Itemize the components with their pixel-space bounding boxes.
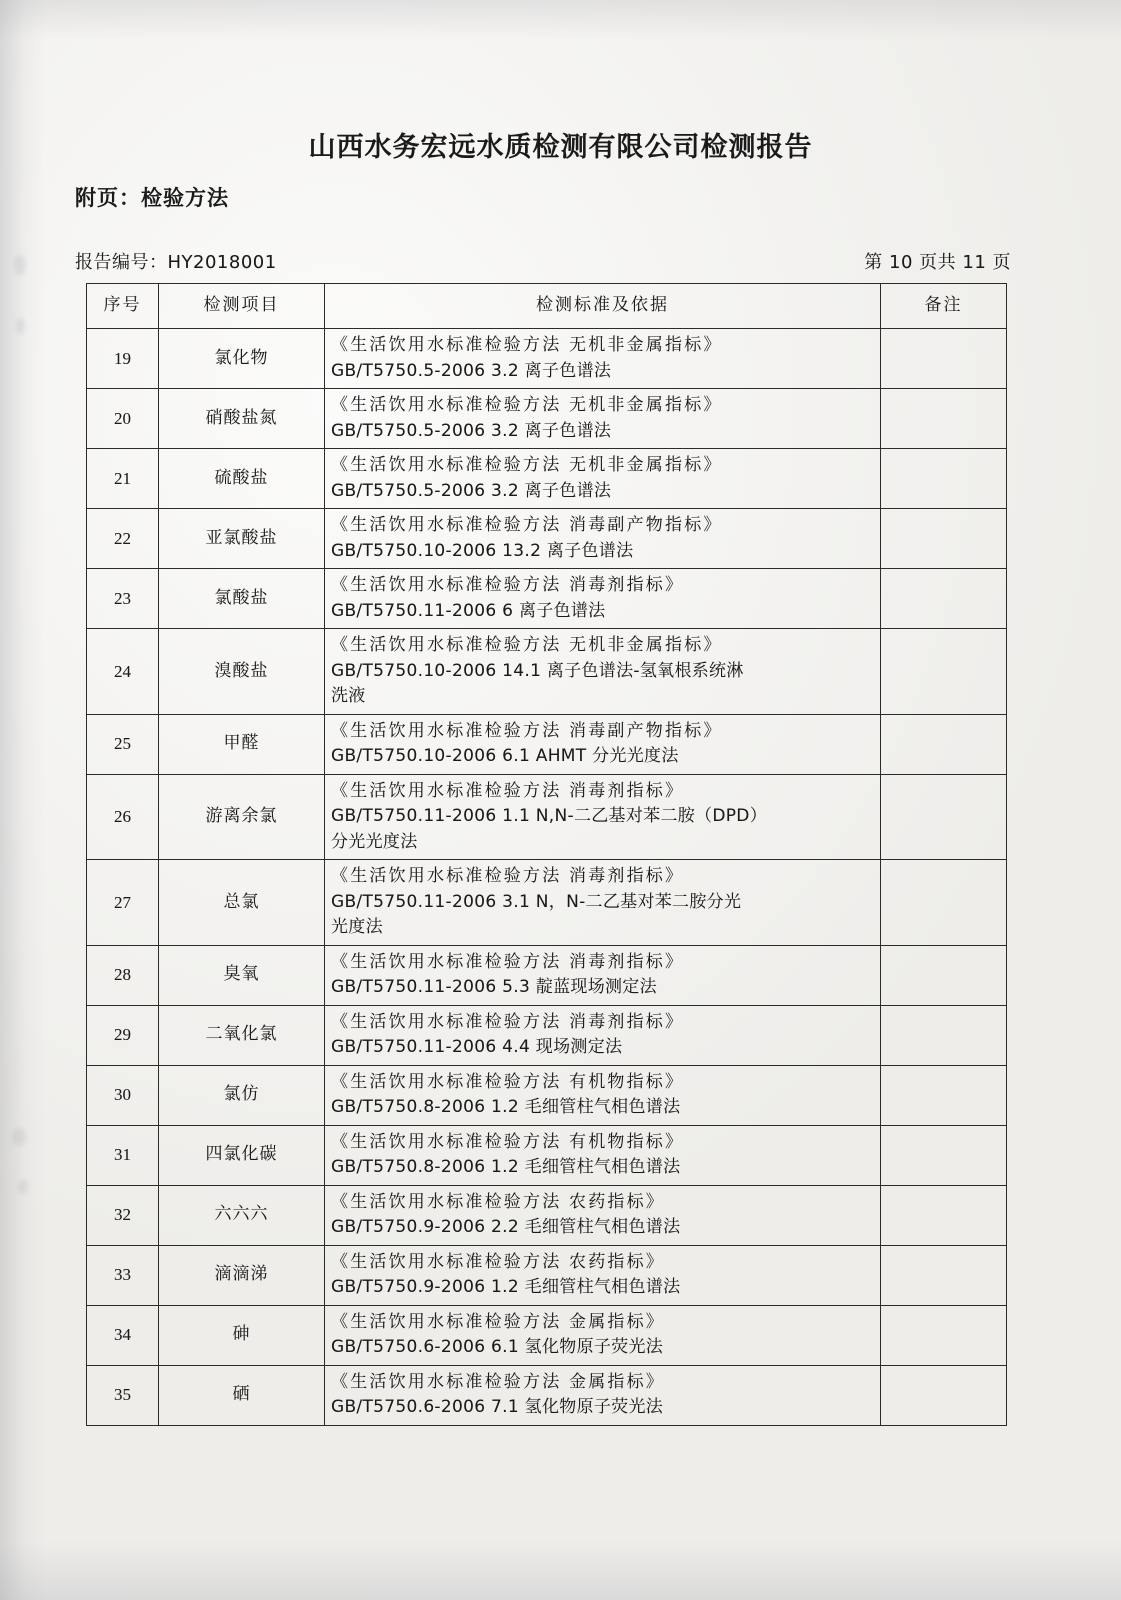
cell-no: 34 [87, 1305, 159, 1365]
cell-standard [325, 1365, 881, 1425]
cell-item: 六六六 [159, 1185, 325, 1245]
column-header-standard: 检测标准及依据 [325, 284, 881, 329]
cell-standard [325, 389, 881, 449]
table-body [87, 329, 1007, 1426]
cell-standard [325, 629, 881, 715]
cell-standard [325, 1245, 881, 1305]
standard-line: GB/T5750.8-2006 1.2 毛细管柱气相色谱法 [331, 1097, 681, 1117]
cell-remark [881, 860, 1007, 946]
cell-no: 35 [87, 1365, 159, 1425]
cell-no: 30 [87, 1065, 159, 1125]
standard-line: 《生活饮用水标准检验方法 农药指标》 [331, 1251, 666, 1272]
standard-line: 《生活饮用水标准检验方法 消毒副产物指标》 [331, 720, 723, 741]
cell-no: 31 [87, 1125, 159, 1185]
cell-item: 溴酸盐 [159, 629, 325, 715]
standard-line: 《生活饮用水标准检验方法 消毒剂指标》 [331, 866, 685, 886]
table-row [87, 1185, 1007, 1245]
table-row [87, 449, 1007, 509]
cell-remark [881, 329, 1007, 389]
cell-remark [881, 509, 1007, 569]
standard-line: GB/T5750.11-2006 5.3 靛蓝现场测定法 [331, 977, 657, 997]
standard-line: 《生活饮用水标准检验方法 有机物指标》 [331, 1131, 685, 1152]
standard-line: GB/T5750.10-2006 6.1 AHMT 分光光度法 [331, 746, 679, 766]
cell-item: 氯酸盐 [159, 569, 325, 629]
standard-line: GB/T5750.11-2006 4.4 现场测定法 [331, 1037, 623, 1057]
standard-line: GB/T5750.11-2006 3.1 N，N-二乙基对苯二胺分光 [331, 891, 742, 912]
table-row [87, 629, 1007, 715]
table-row [87, 569, 1007, 629]
table-row [87, 1365, 1007, 1425]
cell-standard [325, 1005, 881, 1065]
standard-line: GB/T5750.11-2006 1.1 N,N-二乙基对苯二胺（DPD） [331, 806, 767, 826]
table-row [87, 1305, 1007, 1365]
standard-line: GB/T5750.5-2006 3.2 离子色谱法 [331, 480, 612, 501]
cell-standard [325, 1305, 881, 1365]
cell-item: 游离余氯 [159, 774, 325, 860]
cell-item: 臭氧 [159, 945, 325, 1005]
cell-remark [881, 449, 1007, 509]
cell-item: 总氯 [159, 860, 325, 946]
cell-no: 21 [87, 449, 159, 509]
standard-line: GB/T5750.6-2006 6.1 氢化物原子荧光法 [331, 1337, 664, 1357]
table-row [87, 389, 1007, 449]
standard-line: GB/T5750.9-2006 2.2 毛细管柱气相色谱法 [331, 1217, 681, 1237]
cell-no: 33 [87, 1245, 159, 1305]
standard-line: 《生活饮用水标准检验方法 金属指标》 [331, 1311, 666, 1332]
standard-line: GB/T5750.11-2006 6 离子色谱法 [331, 600, 606, 621]
table-row [87, 860, 1007, 946]
cell-remark [881, 1125, 1007, 1185]
cell-no: 23 [87, 569, 159, 629]
standard-line: GB/T5750.5-2006 3.2 离子色谱法 [331, 420, 612, 441]
cell-remark [881, 774, 1007, 860]
cell-no: 19 [87, 329, 159, 389]
standard-line: 《生活饮用水标准检验方法 消毒剂指标》 [331, 575, 685, 595]
cell-remark [881, 569, 1007, 629]
table-row [87, 509, 1007, 569]
standard-line: 《生活饮用水标准检验方法 消毒剂指标》 [331, 780, 685, 801]
standard-line: GB/T5750.10-2006 13.2 离子色谱法 [331, 540, 634, 561]
cell-no: 25 [87, 714, 159, 774]
cell-standard [325, 1125, 881, 1185]
standard-line: 《生活饮用水标准检验方法 有机物指标》 [331, 1071, 685, 1092]
cell-no: 24 [87, 629, 159, 715]
cell-standard [325, 509, 881, 569]
cell-item: 四氯化碳 [159, 1125, 325, 1185]
cell-item: 硫酸盐 [159, 449, 325, 509]
cell-no: 22 [87, 509, 159, 569]
cell-no: 28 [87, 945, 159, 1005]
cell-item: 硝酸盐氮 [159, 389, 325, 449]
page-title: 山西水务宏远水质检测有限公司检测报告 [308, 132, 813, 163]
table-row [87, 1005, 1007, 1065]
table-header [87, 284, 1007, 329]
cell-no: 27 [87, 860, 159, 946]
cell-standard [325, 329, 881, 389]
cell-standard [325, 860, 881, 946]
cell-item: 亚氯酸盐 [159, 509, 325, 569]
table-row [87, 714, 1007, 774]
column-header-no: 序号 [87, 284, 159, 329]
cell-remark [881, 1005, 1007, 1065]
standard-line: 《生活饮用水标准检验方法 无机非金属指标》 [331, 635, 723, 655]
cell-item: 砷 [159, 1305, 325, 1365]
cell-item: 二氧化氯 [159, 1005, 325, 1065]
cell-standard [325, 774, 881, 860]
standard-line: 《生活饮用水标准检验方法 农药指标》 [331, 1191, 666, 1212]
cell-remark [881, 945, 1007, 1005]
standard-line: 分光光度法 [331, 831, 418, 852]
cell-item: 氯化物 [159, 329, 325, 389]
cell-standard [325, 449, 881, 509]
standard-line: 《生活饮用水标准检验方法 无机非金属指标》 [331, 335, 723, 355]
cell-remark [881, 714, 1007, 774]
table-row [87, 1065, 1007, 1125]
standard-line: GB/T5750.5-2006 3.2 离子色谱法 [331, 360, 612, 381]
cell-item: 硒 [159, 1365, 325, 1425]
table-header-row [87, 284, 1007, 329]
cell-remark [881, 1065, 1007, 1125]
document-subtitle: 附页：检验方法 [75, 186, 229, 210]
cell-remark [881, 1365, 1007, 1425]
standard-line: 《生活饮用水标准检验方法 消毒剂指标》 [331, 951, 685, 972]
method-table [86, 283, 1007, 1426]
cell-remark [881, 1245, 1007, 1305]
cell-item: 甲醛 [159, 714, 325, 774]
standard-line: 洗液 [331, 686, 366, 706]
cell-remark [881, 629, 1007, 715]
standard-line: GB/T5750.10-2006 14.1 离子色谱法-氢氧根系统淋 [331, 660, 744, 681]
cell-standard [325, 569, 881, 629]
standard-line: 光度法 [331, 917, 383, 937]
table-row [87, 1245, 1007, 1305]
standard-line: 《生活饮用水标准检验方法 消毒剂指标》 [331, 1011, 685, 1032]
table-row [87, 329, 1007, 389]
cell-item: 滴滴涕 [159, 1245, 325, 1305]
table-row [87, 945, 1007, 1005]
page-indicator: 第 10 页共 11 页 [864, 252, 1011, 273]
cell-remark [881, 1185, 1007, 1245]
standard-line: 《生活饮用水标准检验方法 无机非金属指标》 [331, 455, 723, 475]
cell-no: 29 [87, 1005, 159, 1065]
standard-line: GB/T5750.8-2006 1.2 毛细管柱气相色谱法 [331, 1157, 681, 1177]
cell-item: 氯仿 [159, 1065, 325, 1125]
cell-standard [325, 714, 881, 774]
document-meta [75, 248, 1011, 274]
cell-no: 26 [87, 774, 159, 860]
column-header-item: 检测项目 [159, 284, 325, 329]
cell-standard [325, 945, 881, 1005]
standard-line: 《生活饮用水标准检验方法 金属指标》 [331, 1371, 666, 1392]
standard-line: GB/T5750.6-2006 7.1 氢化物原子荧光法 [331, 1397, 664, 1417]
standard-line: 《生活饮用水标准检验方法 无机非金属指标》 [331, 395, 723, 415]
report-number: 报告编号：HY2018001 [75, 252, 277, 273]
cell-standard [325, 1065, 881, 1125]
cell-standard [325, 1185, 881, 1245]
cell-no: 20 [87, 389, 159, 449]
table-row [87, 1125, 1007, 1185]
column-header-remark: 备注 [881, 284, 1007, 329]
table-row [87, 774, 1007, 860]
cell-no: 32 [87, 1185, 159, 1245]
standard-line: 《生活饮用水标准检验方法 消毒副产物指标》 [331, 515, 723, 535]
cell-remark [881, 389, 1007, 449]
standard-line: GB/T5750.9-2006 1.2 毛细管柱气相色谱法 [331, 1277, 681, 1297]
cell-remark [881, 1305, 1007, 1365]
